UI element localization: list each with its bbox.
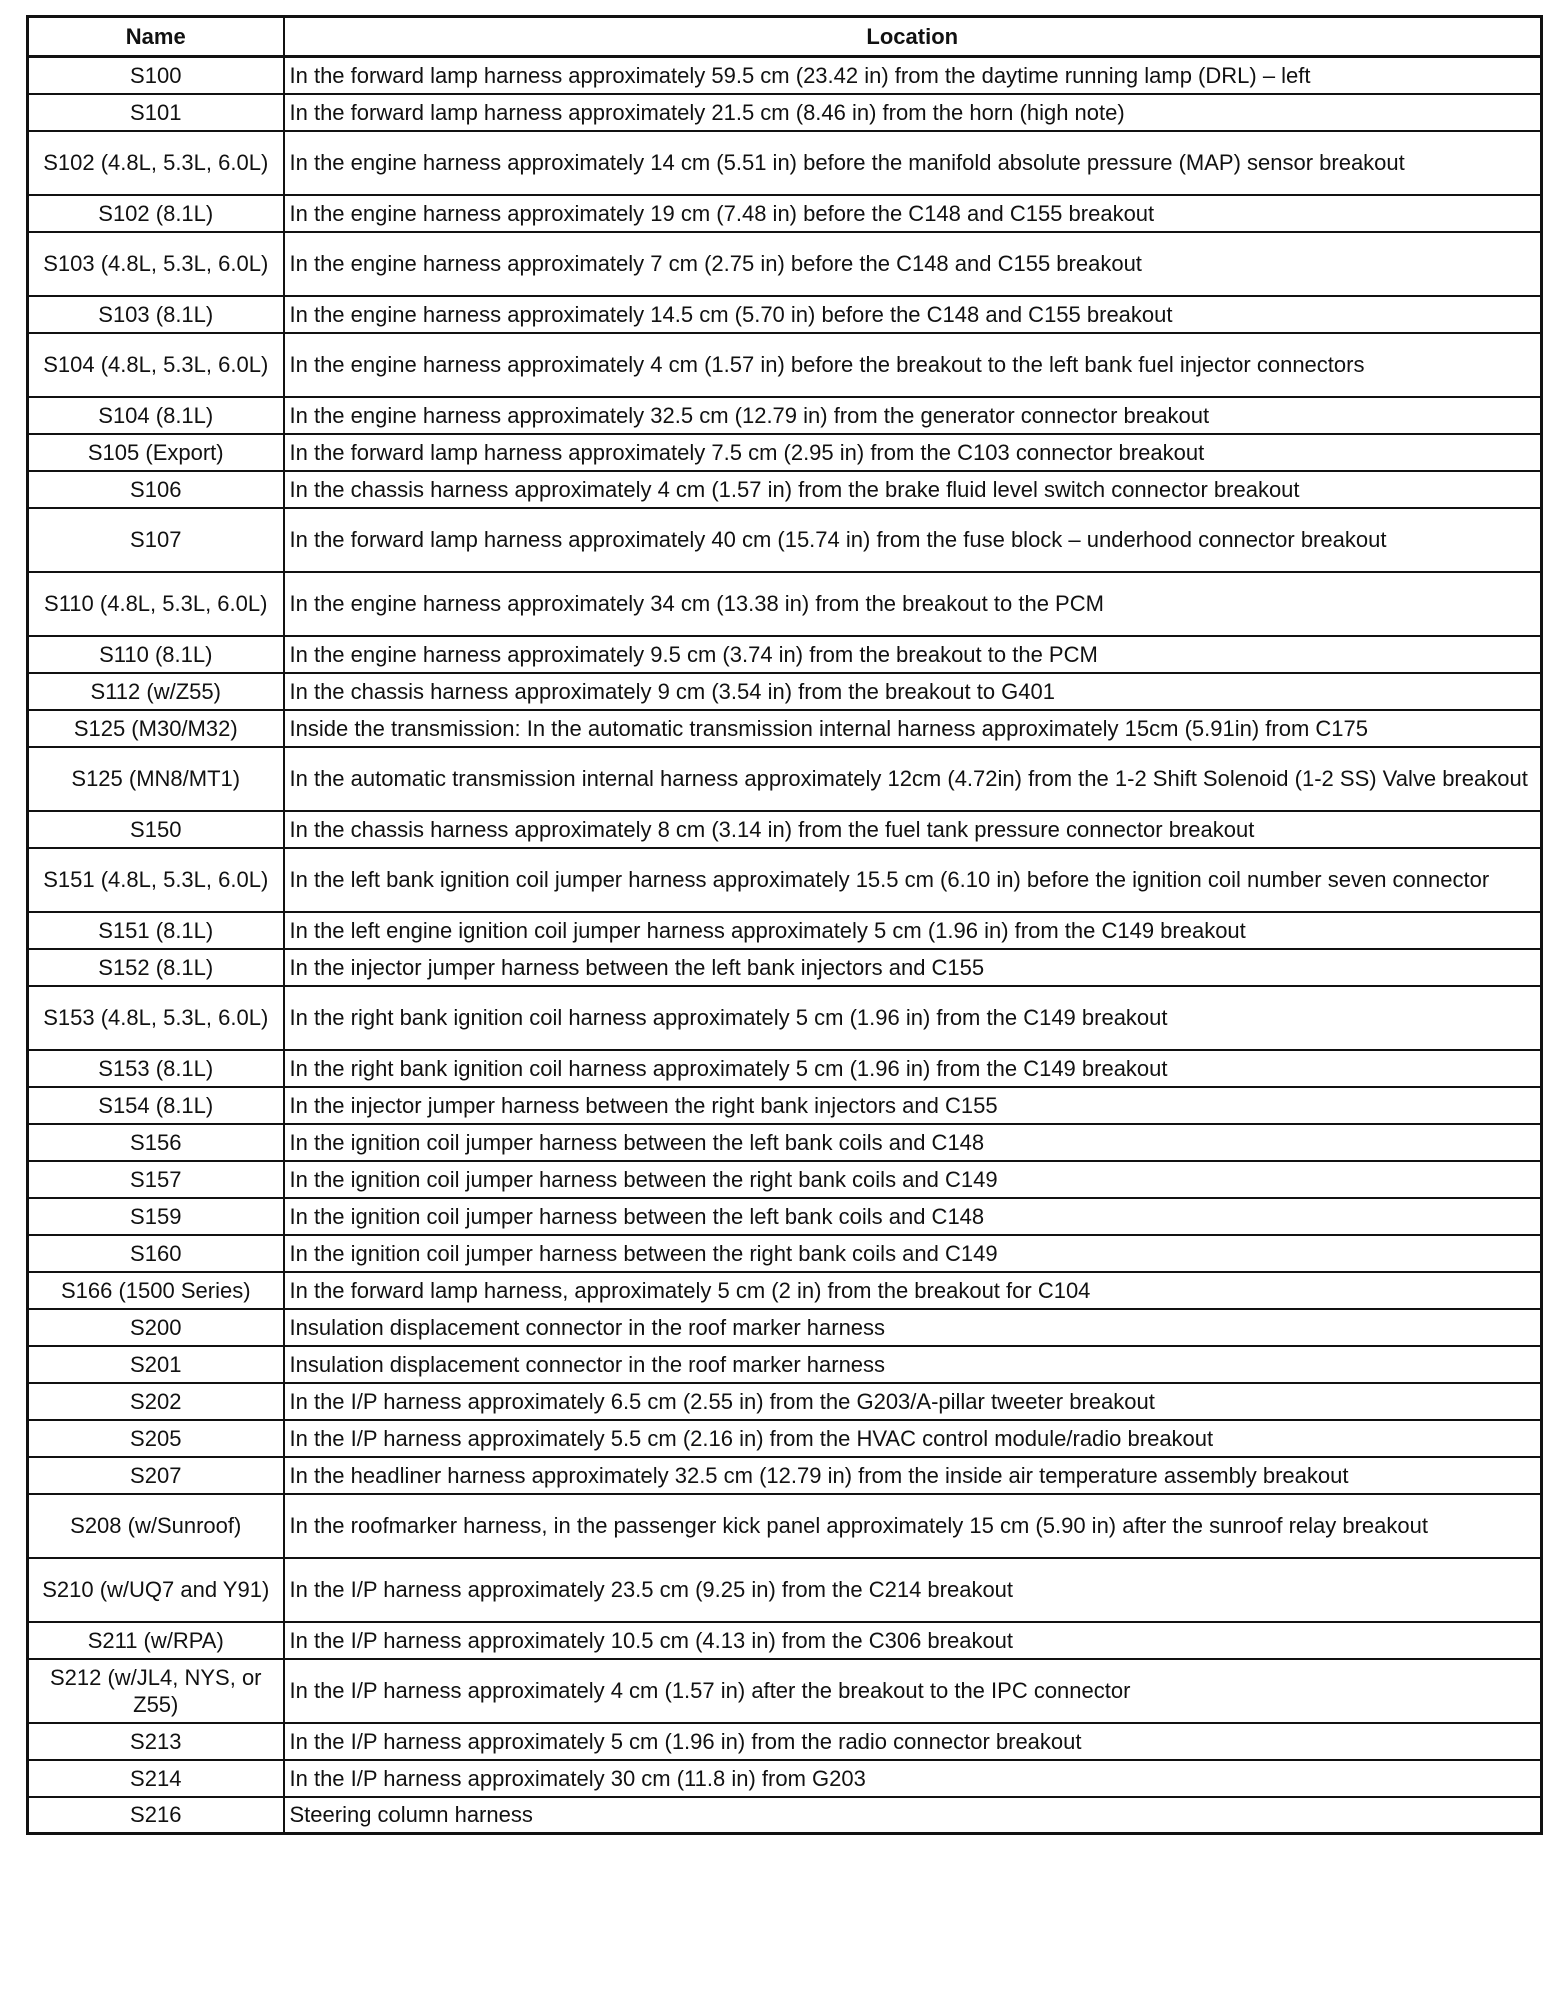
column-header-name: Name [28,17,284,57]
splice-location-cell: In the engine harness approximately 4 cm (1.57 in) before the breakout to the left bank fuel injector connectors [284,333,1542,397]
splice-location-cell: In the engine harness approximately 32.5 cm (12.79 in) from the generator connector breakout [284,397,1542,434]
splice-location-cell: In the ignition coil jumper harness between the right bank coils and C149 [284,1235,1542,1272]
splice-name-cell: S216 [28,1797,284,1834]
splice-name-cell: S211 (w/RPA) [28,1622,284,1659]
splice-location-cell: In the right bank ignition coil harness approximately 5 cm (1.96 in) from the C149 breakout [284,1050,1542,1087]
splice-location-cell: In the chassis harness approximately 9 cm (3.54 in) from the breakout to G401 [284,673,1542,710]
table-row [28,673,1542,710]
splice-name-cell: S207 [28,1457,284,1494]
table-row [28,94,1542,131]
splice-location-cell: Inside the transmission: In the automatic transmission internal harness approximately 15cm (5.91in) from C175 [284,710,1542,747]
table-row [28,1457,1542,1494]
table-row [28,572,1542,636]
splice-location-cell: In the ignition coil jumper harness between the left bank coils and C148 [284,1124,1542,1161]
table-row [28,986,1542,1050]
splice-name-cell: S102 (8.1L) [28,195,284,232]
splice-name-cell: S110 (8.1L) [28,636,284,673]
splice-name-cell: S200 [28,1309,284,1346]
table-row [28,1124,1542,1161]
splice-name-cell: S100 [28,57,284,94]
splice-name-cell: S212 (w/JL4, NYS, or Z55) [28,1659,284,1723]
table-row [28,195,1542,232]
table-row [28,1161,1542,1198]
splice-location-cell: In the forward lamp harness approximately 7.5 cm (2.95 in) from the C103 connector breakout [284,434,1542,471]
table-row [28,1723,1542,1760]
splice-name-cell: S107 [28,508,284,572]
splice-location-cell: In the forward lamp harness approximately 59.5 cm (23.42 in) from the daytime running lamp (DRL) – left [284,57,1542,94]
table-row [28,296,1542,333]
splice-name-cell: S101 [28,94,284,131]
splice-location-cell: In the injector jumper harness between the left bank injectors and C155 [284,949,1542,986]
splice-location-cell: In the I/P harness approximately 30 cm (11.8 in) from G203 [284,1760,1542,1797]
table-row [28,57,1542,94]
table-row [28,232,1542,296]
splice-location-table [26,15,1543,1835]
splice-location-cell: In the I/P harness approximately 10.5 cm (4.13 in) from the C306 breakout [284,1622,1542,1659]
splice-location-cell: In the engine harness approximately 9.5 cm (3.74 in) from the breakout to the PCM [284,636,1542,673]
table-row [28,710,1542,747]
splice-location-cell: In the I/P harness approximately 5.5 cm (2.16 in) from the HVAC control module/radio breakout [284,1420,1542,1457]
splice-name-cell: S151 (4.8L, 5.3L, 6.0L) [28,848,284,912]
splice-location-cell: In the I/P harness approximately 6.5 cm (2.55 in) from the G203/A-pillar tweeter breakout [284,1383,1542,1420]
splice-location-cell: In the I/P harness approximately 23.5 cm (9.25 in) from the C214 breakout [284,1558,1542,1622]
splice-name-cell: S112 (w/Z55) [28,673,284,710]
splice-name-cell: S160 [28,1235,284,1272]
table-row [28,636,1542,673]
table-header-row [28,17,1542,57]
splice-name-cell: S154 (8.1L) [28,1087,284,1124]
splice-location-cell: Insulation displacement connector in the roof marker harness [284,1309,1542,1346]
splice-location-cell: In the engine harness approximately 14 cm (5.51 in) before the manifold absolute pressure (MAP) sensor breakout [284,131,1542,195]
table-row [28,434,1542,471]
splice-name-cell: S214 [28,1760,284,1797]
table-row [28,747,1542,811]
table-row [28,1420,1542,1457]
splice-name-cell: S166 (1500 Series) [28,1272,284,1309]
splice-name-cell: S153 (8.1L) [28,1050,284,1087]
table-row [28,131,1542,195]
splice-name-cell: S103 (8.1L) [28,296,284,333]
splice-location-cell: In the headliner harness approximately 32.5 cm (12.79 in) from the inside air temperature assembly breakout [284,1457,1542,1494]
splice-name-cell: S205 [28,1420,284,1457]
splice-location-cell: In the engine harness approximately 34 cm (13.38 in) from the breakout to the PCM [284,572,1542,636]
table-row [28,1235,1542,1272]
splice-name-cell: S104 (4.8L, 5.3L, 6.0L) [28,333,284,397]
splice-location-cell: In the chassis harness approximately 4 cm (1.57 in) from the brake fluid level switch connector breakout [284,471,1542,508]
splice-name-cell: S110 (4.8L, 5.3L, 6.0L) [28,572,284,636]
table-row [28,1622,1542,1659]
splice-location-cell: In the engine harness approximately 7 cm (2.75 in) before the C148 and C155 breakout [284,232,1542,296]
splice-name-cell: S151 (8.1L) [28,912,284,949]
table-body [28,57,1542,1834]
table-row [28,1494,1542,1558]
splice-location-cell: In the forward lamp harness approximately 21.5 cm (8.46 in) from the horn (high note) [284,94,1542,131]
table-row [28,1346,1542,1383]
splice-name-cell: S213 [28,1723,284,1760]
splice-location-cell: In the forward lamp harness approximately 40 cm (15.74 in) from the fuse block – underhood connector breakout [284,508,1542,572]
splice-name-cell: S153 (4.8L, 5.3L, 6.0L) [28,986,284,1050]
splice-name-cell: S125 (MN8/MT1) [28,747,284,811]
splice-location-cell: In the injector jumper harness between the right bank injectors and C155 [284,1087,1542,1124]
splice-name-cell: S106 [28,471,284,508]
splice-location-cell: In the engine harness approximately 19 cm (7.48 in) before the C148 and C155 breakout [284,195,1542,232]
splice-name-cell: S208 (w/Sunroof) [28,1494,284,1558]
splice-location-cell: In the I/P harness approximately 5 cm (1.96 in) from the radio connector breakout [284,1723,1542,1760]
splice-location-cell: In the engine harness approximately 14.5 cm (5.70 in) before the C148 and C155 breakout [284,296,1542,333]
table-row [28,1797,1542,1834]
table-row [28,471,1542,508]
splice-location-cell: In the forward lamp harness, approximately 5 cm (2 in) from the breakout for C104 [284,1272,1542,1309]
table-row [28,1198,1542,1235]
column-header-location: Location [284,17,1542,57]
splice-location-cell: In the ignition coil jumper harness between the left bank coils and C148 [284,1198,1542,1235]
splice-name-cell: S102 (4.8L, 5.3L, 6.0L) [28,131,284,195]
splice-location-cell: In the left engine ignition coil jumper harness approximately 5 cm (1.96 in) from the C149 breakout [284,912,1542,949]
splice-name-cell: S150 [28,811,284,848]
table-row [28,1659,1542,1723]
table-row [28,1087,1542,1124]
splice-name-cell: S202 [28,1383,284,1420]
table-row [28,912,1542,949]
table-row [28,1383,1542,1420]
splice-name-cell: S105 (Export) [28,434,284,471]
splice-name-cell: S157 [28,1161,284,1198]
table-row [28,1272,1542,1309]
splice-location-cell: Steering column harness [284,1797,1542,1834]
splice-name-cell: S210 (w/UQ7 and Y91) [28,1558,284,1622]
splice-name-cell: S104 (8.1L) [28,397,284,434]
splice-location-cell: In the I/P harness approximately 4 cm (1.57 in) after the breakout to the IPC connector [284,1659,1542,1723]
table-row [28,1558,1542,1622]
table-row [28,508,1542,572]
splice-location-cell: In the automatic transmission internal harness approximately 12cm (4.72in) from the 1-2 Shift Solenoid (1-2 SS) Valve breakout [284,747,1542,811]
splice-name-cell: S201 [28,1346,284,1383]
table-row [28,333,1542,397]
splice-location-cell: In the ignition coil jumper harness between the right bank coils and C149 [284,1161,1542,1198]
table-row [28,1050,1542,1087]
splice-location-cell: In the chassis harness approximately 8 cm (3.14 in) from the fuel tank pressure connector breakout [284,811,1542,848]
table-row [28,1309,1542,1346]
table-row [28,811,1542,848]
splice-name-cell: S103 (4.8L, 5.3L, 6.0L) [28,232,284,296]
splice-location-cell: In the right bank ignition coil harness approximately 5 cm (1.96 in) from the C149 breakout [284,986,1542,1050]
table-row [28,397,1542,434]
splice-name-cell: S156 [28,1124,284,1161]
splice-name-cell: S152 (8.1L) [28,949,284,986]
table-row [28,848,1542,912]
table-row [28,949,1542,986]
splice-name-cell: S159 [28,1198,284,1235]
splice-location-cell: In the left bank ignition coil jumper harness approximately 15.5 cm (6.10 in) before the ignition coil number seven connector [284,848,1542,912]
splice-name-cell: S125 (M30/M32) [28,710,284,747]
table-row [28,1760,1542,1797]
splice-location-cell: Insulation displacement connector in the roof marker harness [284,1346,1542,1383]
splice-location-cell: In the roofmarker harness, in the passenger kick panel approximately 15 cm (5.90 in) after the sunroof relay breakout [284,1494,1542,1558]
